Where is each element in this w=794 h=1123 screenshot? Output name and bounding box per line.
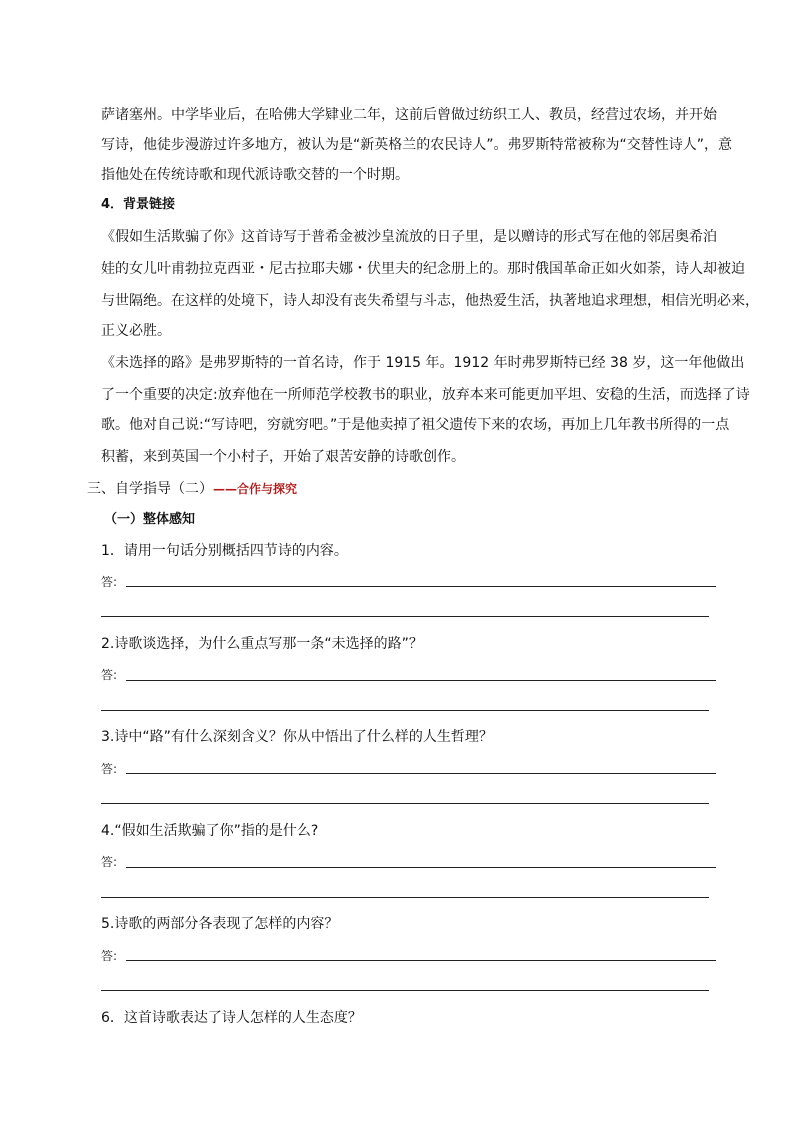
- answer-line-1b[interactable]: [101, 616, 709, 617]
- answer-line-3a[interactable]: [126, 773, 716, 774]
- background-p2-line-1: 《未选择的路》是弗罗斯特的一首名诗，作于 1915 年。1912 年时弗罗斯特已经 38 岁，这一年他做出: [101, 355, 745, 371]
- background-p1-line-4: 正义必胜。: [101, 323, 171, 339]
- background-p1-line-3: 与世隔绝。在这样的处境下，诗人却没有丧失希望与斗志，他热爱生活，执著地追求理想，相信光明必来，: [101, 293, 759, 309]
- question-4: 4.“假如生活欺骗了你”指的是什么?: [101, 823, 319, 839]
- answer-line-4a[interactable]: [126, 867, 716, 868]
- answer-line-3b[interactable]: [101, 803, 709, 804]
- answer-label-1: 答:: [101, 575, 118, 589]
- answer-line-4b[interactable]: [101, 897, 709, 898]
- background-p1-line-2: 娃的女儿叶甫勃拉克西亚・尼古拉耶夫娜・伏里夫的纪念册上的。那时俄国革命正如火如荼，诗人却被迫: [101, 261, 745, 277]
- background-p2-line-3: 歌。他对自己说:“写诗吧，穷就穷吧。”于是他卖掉了祖父遗传下来的农场，再加上几年教书所得的一点: [101, 417, 730, 433]
- intro-line-1: 萨诸塞州。中学毕业后，在哈佛大学肄业二年，这前后曾做过纺织工人、教员，经营过农场，并开始: [101, 107, 717, 123]
- intro-line-3: 指他处在传统诗歌和现代派诗歌交替的一个时期。: [101, 167, 409, 183]
- background-p2-line-4: 积蓄，来到英国一个小村子，开始了艰苦安静的诗歌创作。: [101, 449, 465, 465]
- answer-line-5b[interactable]: [101, 990, 709, 991]
- background-p2-line-2: 了一个重要的决定:放弃他在一所师范学校教书的职业，放弃本来可能更加平坦、安稳的生活，而选择了诗: [101, 387, 750, 403]
- answer-label-2: 答:: [101, 668, 118, 682]
- answer-label-5: 答:: [101, 949, 118, 963]
- answer-line-2b[interactable]: [101, 710, 709, 711]
- answer-line-5a[interactable]: [126, 960, 716, 961]
- question-5: 5.诗歌的两部分各表现了怎样的内容？: [101, 916, 339, 932]
- section-title: [87, 480, 297, 498]
- section-title-text: 三、自学指导（二）: [87, 481, 213, 497]
- answer-line-2a[interactable]: [126, 680, 716, 681]
- question-1: 1．请用一句话分别概括四节诗的内容。: [101, 543, 348, 559]
- question-3: 3.诗中“路”有什么深刻含义？你从中悟出了什么样的人生哲理？: [101, 729, 493, 745]
- question-6: 6．这首诗歌表达了诗人怎样的人生态度？: [101, 1010, 362, 1026]
- answer-label-4: 答:: [101, 855, 118, 869]
- question-2: 2.诗歌谈选择，为什么重点写那一条“未选择的路”？: [101, 636, 423, 652]
- background-heading: 4．背景链接: [101, 197, 176, 212]
- answer-line-1a[interactable]: [126, 586, 716, 587]
- answer-label-3: 答:: [101, 762, 118, 776]
- overall-perception-heading: （一）整体感知: [104, 512, 196, 527]
- intro-line-2: 写诗，他徒步漫游过许多地方，被认为是“新英格兰的农民诗人”。弗罗斯特常被称为“交替性诗人”，意: [101, 137, 733, 153]
- section-subtitle: ——合作与探究: [213, 482, 298, 496]
- background-p1-line-1: 《假如生活欺骗了你》这首诗写于普希金被沙皇流放的日子里，是以赠诗的形式写在他的邻居奥希泊: [101, 229, 717, 245]
